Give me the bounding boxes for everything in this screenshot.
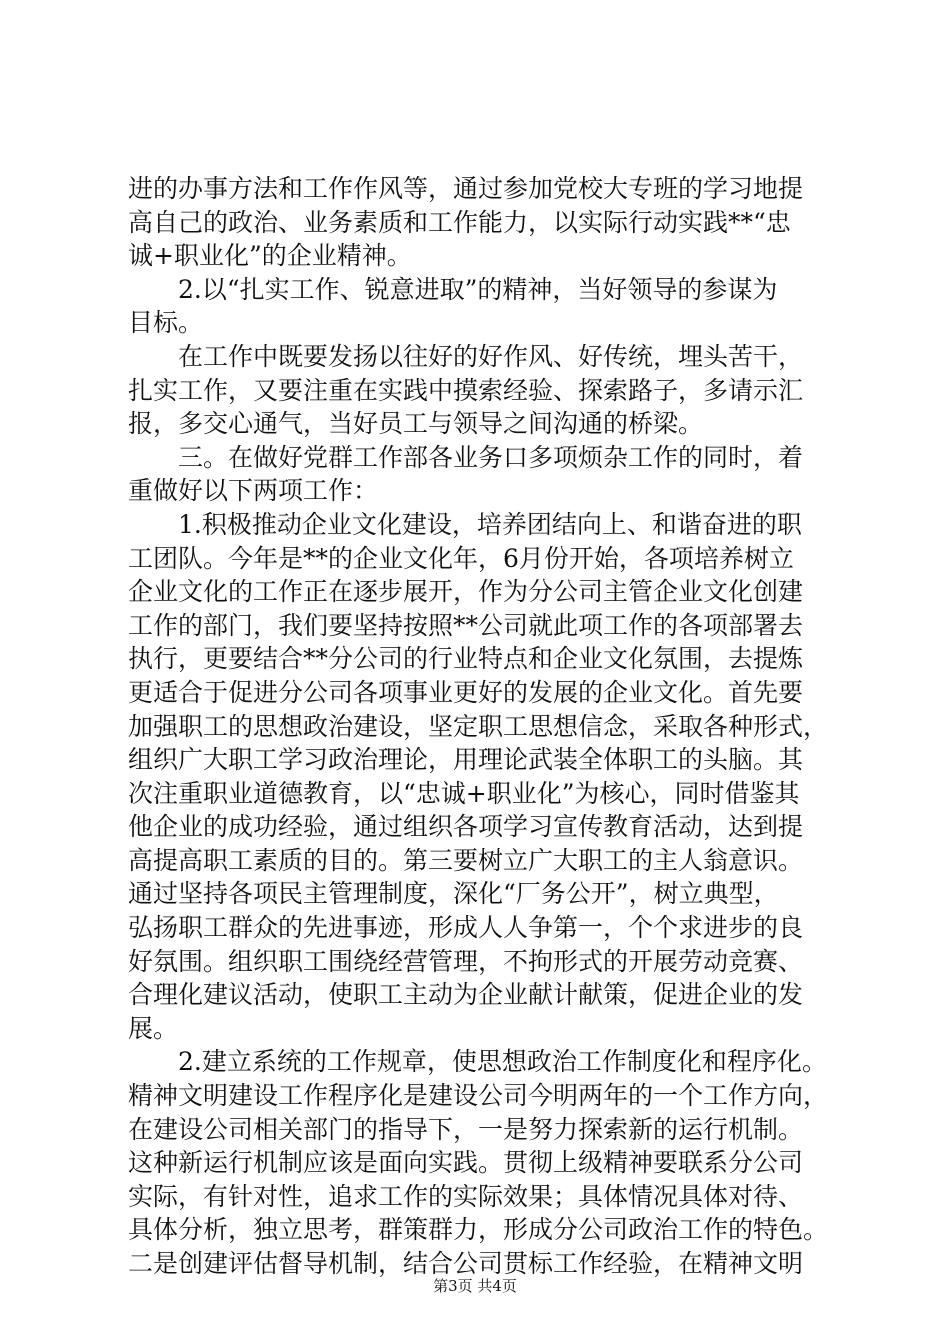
text-line: 合理化建议活动，使职工主动为企业献计献策，促进企业的发 xyxy=(128,980,804,1010)
body-text xyxy=(128,172,828,1281)
text-line: 弘扬职工群众的先进事迹，形成人人争第一，个个求进步的良 xyxy=(128,913,804,943)
text-line: 精神文明建设工作程序化是建设公司今明两年的一个工作方向， xyxy=(128,1081,829,1111)
text-line: 在建设公司相关部门的指导下，一是努力探索新的运行机制。 xyxy=(128,1114,804,1144)
text-line: 展。 xyxy=(128,1013,179,1043)
text-line: 诚+职业化”的企业精神。 xyxy=(128,241,412,271)
text-line: 执行，更要结合**分公司的行业特点和企业文化氛围，去提炼 xyxy=(128,644,804,674)
text-line: 进的办事方法和工作作风等，通过参加党校大专班的学习地提 xyxy=(128,174,804,203)
text-line: 重做好以下两项工作： xyxy=(128,476,379,506)
text-line: 通过坚持各项民主管理制度，深化“厂务公开”，树立典型， xyxy=(128,879,779,909)
text-line: 在工作中既要发扬以往好的好作风、好传统，埋头苦干， xyxy=(178,341,804,371)
text-line: 高提高职工素质的目的。第三要树立广大职工的主人翁意识。 xyxy=(128,845,804,875)
text-line: 1.积极推动企业文化建设，培养团结向上、和谐奋进的职 xyxy=(178,509,802,539)
text-line: 报，多交心通气，当好员工与领导之间沟通的桥梁。 xyxy=(128,409,704,439)
text-line: 这种新运行机制应该是面向实践。贯彻上级精神要联系分公司 xyxy=(128,1148,804,1178)
text-line: 更适合于促进分公司各项事业更好的发展的企业文化。首先要 xyxy=(128,677,804,707)
text-line: 工团队。今年是**的企业文化年，6月份开始，各项培养树立 xyxy=(128,543,794,573)
text-line: 次注重职业道德教育，以“忠诚+职业化”为核心，同时借鉴其 xyxy=(128,778,800,808)
text-line: 目标。 xyxy=(128,308,204,338)
text-line: 实际，有针对性，追求工作的实际效果；具体情况具体对待、 xyxy=(128,1181,804,1211)
text-line: 二是创建评估督导机制，结合公司贯标工作经验，在精神文明 xyxy=(128,1249,804,1278)
text-line: 工作的部门，我们要坚持按照**公司就此项工作的各项部署去 xyxy=(128,610,804,640)
text-line: 三。在做好党群工作部各业务口多项烦杂工作的同时，着 xyxy=(178,442,804,472)
text-line: 好氛围。组织职工围绕经营管理，不拘形式的开展劳动竞赛、 xyxy=(128,946,804,976)
text-line: 2.建立系统的工作规章，使思想政治工作制度化和程序化。 xyxy=(178,1047,827,1077)
page-footer: 第3页 共4页 xyxy=(433,1277,517,1295)
text-line: 他企业的成功经验，通过组织各项学习宣传教育活动，达到提 xyxy=(128,812,804,842)
text-line: 扎实工作，又要注重在实践中摸索经验、探索路子，多请示汇 xyxy=(128,375,804,405)
text-line: 2.以“扎实工作、锐意进取”的精神，当好领导的参谋为 xyxy=(178,274,778,304)
text-line: 具体分析，独立思考，群策群力，形成分公司政治工作的特色。 xyxy=(128,1215,829,1245)
text-line: 企业文化的工作正在逐步展开，作为分公司主管企业文化创建 xyxy=(128,577,804,607)
text-line: 高自己的政治、业务素质和工作能力，以实际行动实践**“忠 xyxy=(128,207,791,237)
text-line: 加强职工的思想政治建设，坚定职工思想信念，采取各种形式， xyxy=(128,711,829,741)
text-line: 组织广大职工学习政治理论，用理论武装全体职工的头脑。其 xyxy=(128,745,804,775)
